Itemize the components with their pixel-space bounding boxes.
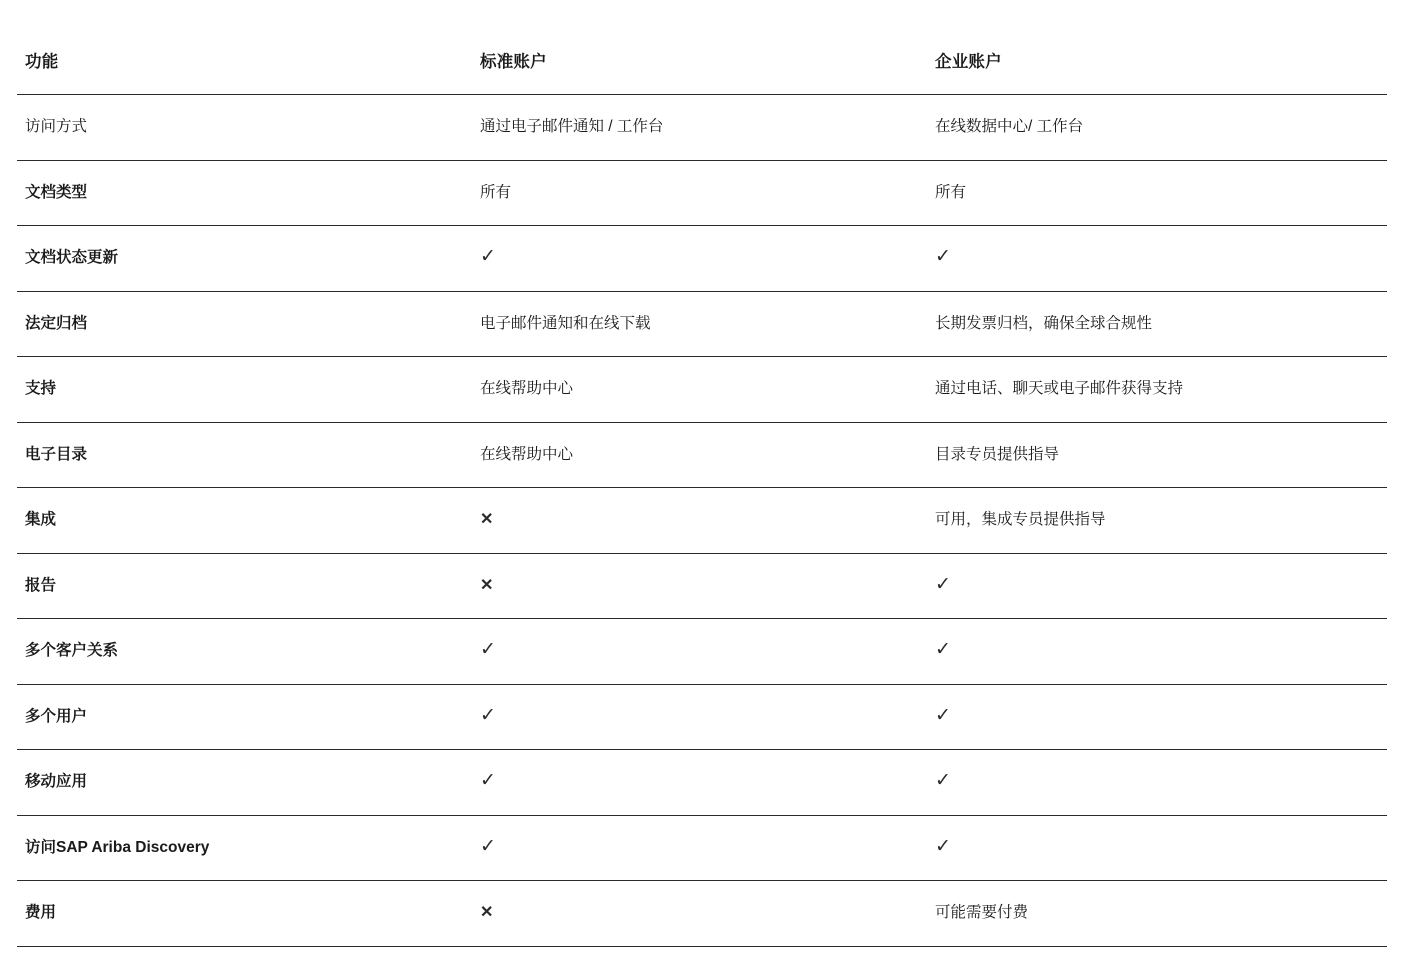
table-row	[17, 488, 1387, 554]
standard-account-cell	[472, 95, 927, 161]
check-icon: ✓	[935, 573, 951, 595]
cell-text: 长期发票归档，确保全球合规性	[935, 314, 1153, 332]
enterprise-account-cell	[927, 226, 1387, 292]
standard-account-cell	[472, 422, 927, 488]
feature-cell: 电子目录	[17, 422, 472, 488]
feature-cell: 多个客户关系	[17, 619, 472, 685]
cell-text: 可能需要付费	[935, 904, 1029, 922]
check-icon: ✓	[480, 704, 496, 726]
enterprise-account-cell	[927, 357, 1387, 423]
table-row	[17, 291, 1387, 357]
cell-text: 所有	[480, 183, 512, 201]
standard-account-cell	[472, 881, 927, 947]
table-row	[17, 160, 1387, 226]
feature-cell: 文档状态更新	[17, 226, 472, 292]
enterprise-account-cell	[927, 95, 1387, 161]
standard-account-cell	[472, 684, 927, 750]
feature-cell: 访问方式	[17, 95, 472, 161]
standard-account-cell	[472, 226, 927, 292]
feature-cell: 支持	[17, 357, 472, 423]
feature-cell: 访问SAP Ariba Discovery	[17, 815, 472, 881]
enterprise-account-cell	[927, 619, 1387, 685]
table-row	[17, 881, 1387, 947]
check-icon: ✓	[935, 639, 951, 661]
cross-icon: ✕	[480, 904, 494, 922]
table-row	[17, 95, 1387, 161]
enterprise-account-cell	[927, 684, 1387, 750]
cell-text: 在线数据中心/ 工作台	[935, 118, 1084, 136]
column-header-standard-account: 标准账户	[472, 0, 927, 95]
standard-account-cell	[472, 291, 927, 357]
cell-text: 通过电子邮件通知 / 工作台	[480, 118, 664, 136]
enterprise-account-cell	[927, 750, 1387, 816]
cross-icon: ✕	[480, 511, 494, 529]
feature-cell: 费用	[17, 881, 472, 947]
check-icon: ✓	[935, 770, 951, 792]
feature-cell: 多个用户	[17, 684, 472, 750]
table-row	[17, 619, 1387, 685]
cell-text: 在线帮助中心	[480, 445, 574, 463]
standard-account-cell	[472, 750, 927, 816]
enterprise-account-cell	[927, 815, 1387, 881]
column-header-enterprise-account: 企业账户	[927, 0, 1387, 95]
standard-account-cell	[472, 357, 927, 423]
check-icon: ✓	[935, 704, 951, 726]
cell-text: 在线帮助中心	[480, 380, 574, 398]
table-header-row	[17, 0, 1387, 95]
check-icon: ✓	[935, 835, 951, 857]
standard-account-cell	[472, 553, 927, 619]
cell-text: 目录专员提供指导	[935, 445, 1060, 463]
table-row	[17, 357, 1387, 423]
column-header-feature: 功能	[17, 0, 472, 95]
enterprise-account-cell	[927, 422, 1387, 488]
enterprise-account-cell	[927, 881, 1387, 947]
standard-account-cell	[472, 160, 927, 226]
enterprise-account-cell	[927, 291, 1387, 357]
cell-text: 通过电话、聊天或电子邮件获得支持	[935, 380, 1184, 398]
standard-account-cell	[472, 619, 927, 685]
feature-cell: 集成	[17, 488, 472, 554]
table-header	[17, 0, 1387, 95]
check-icon: ✓	[935, 246, 951, 268]
feature-cell: 法定归档	[17, 291, 472, 357]
enterprise-account-cell	[927, 160, 1387, 226]
check-icon: ✓	[480, 770, 496, 792]
standard-account-cell	[472, 815, 927, 881]
cross-icon: ✕	[480, 576, 494, 594]
cell-text: 所有	[935, 183, 967, 201]
feature-cell: 移动应用	[17, 750, 472, 816]
table-row	[17, 553, 1387, 619]
table-body	[17, 95, 1387, 947]
table-row	[17, 422, 1387, 488]
table-row	[17, 750, 1387, 816]
check-icon: ✓	[480, 246, 496, 268]
cell-text: 可用，集成专员提供指导	[935, 511, 1106, 529]
table-row	[17, 226, 1387, 292]
feature-cell: 报告	[17, 553, 472, 619]
standard-account-cell	[472, 488, 927, 554]
account-comparison-table	[17, 0, 1387, 947]
check-icon: ✓	[480, 835, 496, 857]
table-row	[17, 815, 1387, 881]
table-row	[17, 684, 1387, 750]
enterprise-account-cell	[927, 488, 1387, 554]
enterprise-account-cell	[927, 553, 1387, 619]
check-icon: ✓	[480, 639, 496, 661]
feature-cell: 文档类型	[17, 160, 472, 226]
cell-text: 电子邮件通知和在线下载	[480, 314, 651, 332]
